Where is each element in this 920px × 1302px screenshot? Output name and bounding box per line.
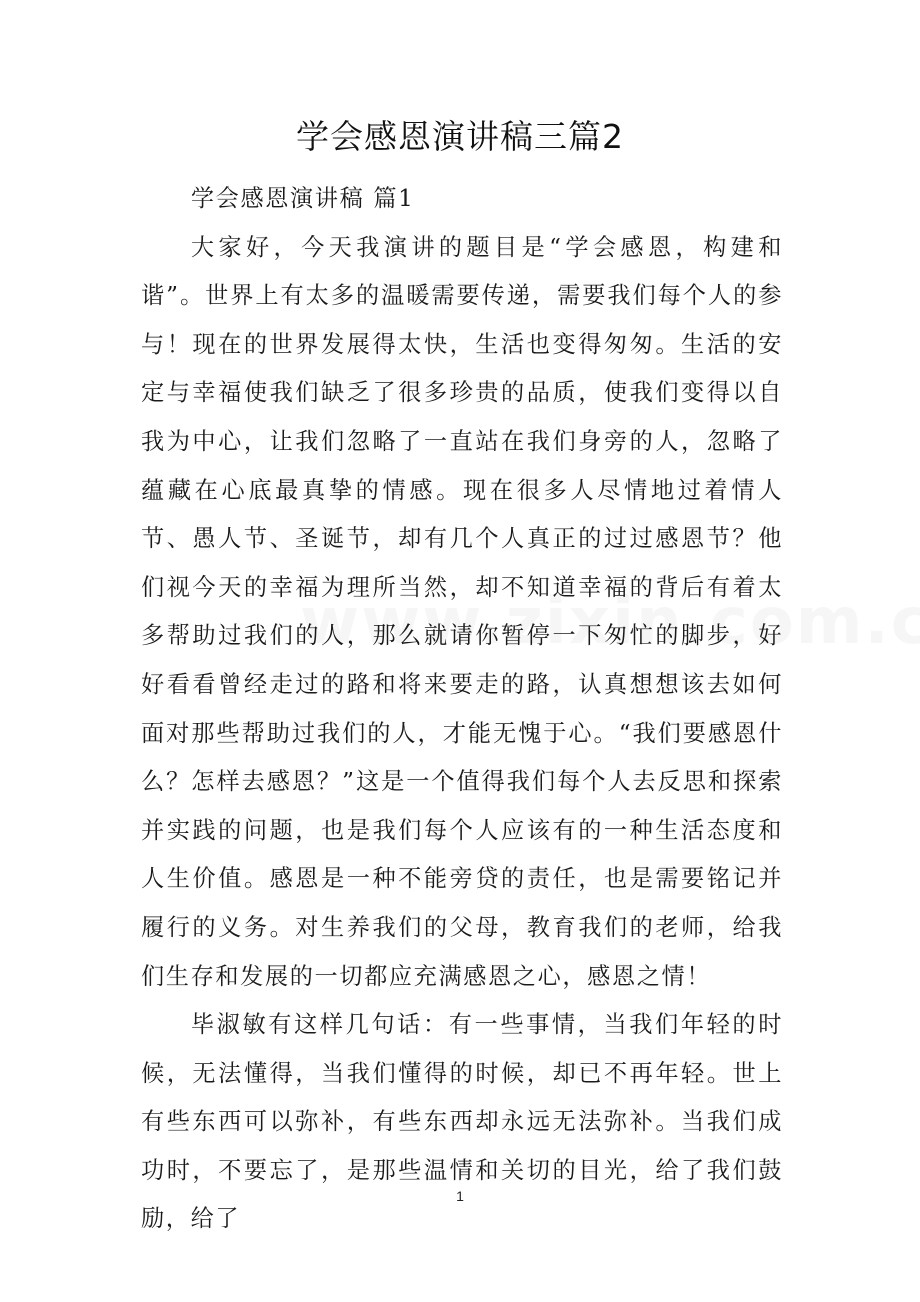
body-paragraph: 大家好，今天我演讲的题目是“学会感恩，构建和谐”。世界上有太多的温暖需要传递，需要我们每个人的参与！现在的世界发展得太快，生活也变得匆匆。生活的安定与幸福使我们缺乏了很多珍贵的品质，使我们变得以自我为中心，让我们忽略了一直站在我们身旁的人，忽略了蕴藏在心底最真挚的情感。现在很多人尽情地过着情人节、愚人节、圣诞节，却有几个人真正的过过感恩节？他们视今天的幸福为理所当然，却不知道幸福的背后有着太多帮助过我们的人，那么就请你暂停一下匆忙的脚步，好好看看曾经走过的路和将来要走的路，认真想想该去如何面对那些帮助过我们的人，才能无愧于心。“我们要感恩什么？怎样去感恩？”这是一个值得我们每个人去反思和探索并实践的问题，也是我们每个人应该有的一种生活态度和人生价值。感恩是一种不能旁贷的责任，也是需要铭记并履行的义务。对生养我们的父母，教育我们的老师，给我们生存和发展的一切都应充满感恩之心，感恩之情！ <box>141 233 783 990</box>
document-title: 学会感恩演讲稿三篇2 <box>296 117 624 156</box>
body-paragraph: 毕淑敏有这样几句话：有一些事情，当我们年轻的时候，无法懂得，当我们懂得的时候，却已不再年轻。世上有些东西可以弥补，有些东西却永远无法弥补。当我们成功时，不要忘了，是那些温情和关切的目光，给了我们鼓励，给了 <box>141 1011 783 1233</box>
section-heading: 学会感恩演讲稿 篇1 <box>190 185 415 212</box>
page-number: 1 <box>456 1188 464 1204</box>
document-body <box>141 175 783 1244</box>
